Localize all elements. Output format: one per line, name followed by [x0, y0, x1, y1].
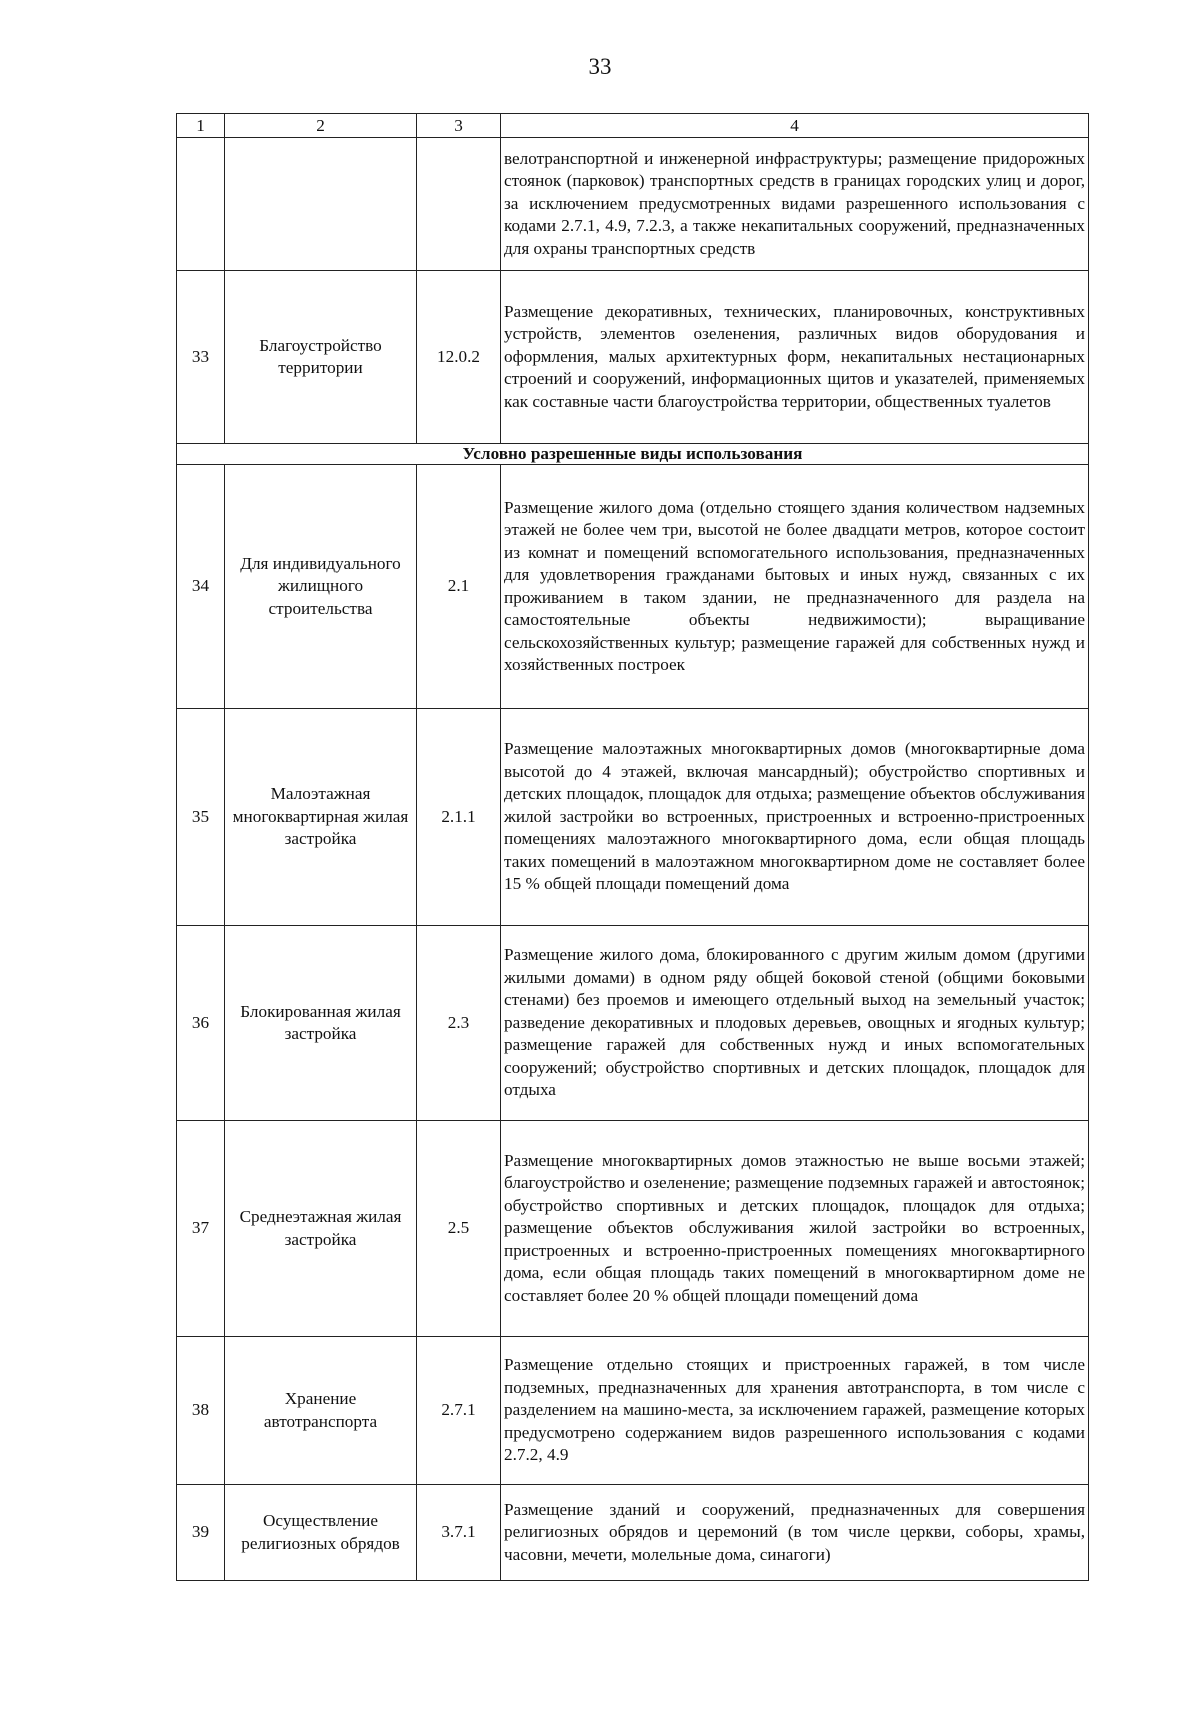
row-code-cell: 2.1.1	[417, 709, 501, 926]
row-number-cell: 37	[177, 1121, 225, 1337]
table-row-continuation	[177, 138, 1089, 271]
row-description-cell: велотранспортной и инженерной инфраструктуры; размещение придорожных стоянок (парковок) транспортных средств в границах городских улиц и дорог, за исключением предусмотренных видами разрешенного использования с кодами 2.7.1, 4.9, 7.2.3, а также некапитальных сооружений, предназначенных для охраны транспортных средств	[501, 138, 1089, 271]
row-number-cell: 33	[177, 271, 225, 444]
table-row	[177, 1337, 1089, 1485]
page-number: 33	[588, 54, 612, 79]
section-title: Условно разрешенные виды использования	[177, 444, 1089, 465]
table-header-row	[177, 114, 1089, 138]
table-row	[177, 709, 1089, 926]
row-name-cell: Среднеэтажная жилая застройка	[225, 1121, 417, 1337]
row-name-cell	[225, 138, 417, 271]
table-row	[177, 271, 1089, 444]
row-name-cell: Блокированная жилая застройка	[225, 926, 417, 1121]
table-row	[177, 1121, 1089, 1337]
row-name-cell: Благоустройство территории	[225, 271, 417, 444]
row-code-cell: 2.5	[417, 1121, 501, 1337]
row-code-cell: 2.3	[417, 926, 501, 1121]
row-description-cell: Размещение отдельно стоящих и пристроенных гаражей, в том числе подземных, предназначенных для хранения автотранспорта, в том числе с разделением на машино-места, за исключением гаражей, размещение которых предусмотрено содержанием видов разрешенного использования с кодами 2.7.2, 4.9	[501, 1337, 1089, 1485]
row-number-cell	[177, 138, 225, 271]
row-code-cell: 2.7.1	[417, 1337, 501, 1485]
header-cell: 1	[177, 114, 225, 138]
row-description-cell: Размещение зданий и сооружений, предназначенных для совершения религиозных обрядов и церемоний (в том числе церкви, соборы, храмы, часовни, мечети, молельные дома, синагоги)	[501, 1485, 1089, 1581]
header-cell: 2	[225, 114, 417, 138]
section-header-row	[177, 444, 1089, 465]
row-name-cell: Хранение автотранспорта	[225, 1337, 417, 1485]
row-description-cell: Размещение малоэтажных многоквартирных домов (многоквартирные дома высотой до 4 этажей, включая мансардный); обустройство спортивных и детских площадок, площадок для отдыха; размещение объектов обслуживания жилой застройки во встроенных, пристроенных и встроенно-пристроенных помещениях малоэтажного многоквартирного дома, если общая площадь таких помещений в малоэтажном многоквартирном доме не составляет более 15 % общей площади помещений дома	[501, 709, 1089, 926]
row-description-cell: Размещение жилого дома, блокированного с другим жилым домом (другими жилыми домами) в одном ряду общей боковой стеной (общими боковыми стенами) без проемов и имеющего отдельный выход на земельный участок; разведение декоративных и плодовых деревьев, овощных и ягодных культур; размещение гаражей для собственных нужд и иных вспомогательных сооружений; обустройство спортивных и детских площадок, площадок для отдыха	[501, 926, 1089, 1121]
row-code-cell: 12.0.2	[417, 271, 501, 444]
row-code-cell: 3.7.1	[417, 1485, 501, 1581]
row-number-cell: 34	[177, 465, 225, 709]
header-cell: 3	[417, 114, 501, 138]
row-description-cell: Размещение декоративных, технических, планировочных, конструктивных устройств, элементов озеленения, различных видов оборудования и оформления, малых архитектурных форм, некапитальных нестационарных строений и сооружений, информационных щитов и указателей, применяемых как составные части благоустройства территории, общественных туалетов	[501, 271, 1089, 444]
row-number-cell: 36	[177, 926, 225, 1121]
header-cell: 4	[501, 114, 1089, 138]
row-number-cell: 35	[177, 709, 225, 926]
table-row	[177, 926, 1089, 1121]
row-code-cell: 2.1	[417, 465, 501, 709]
table-row	[177, 465, 1089, 709]
row-code-cell	[417, 138, 501, 271]
row-name-cell: Для индивидуального жилищного строительства	[225, 465, 417, 709]
row-name-cell: Малоэтажная многоквартирная жилая застройка	[225, 709, 417, 926]
land-use-table	[176, 113, 1089, 1581]
row-number-cell: 38	[177, 1337, 225, 1485]
row-description-cell: Размещение жилого дома (отдельно стоящего здания количеством надземных этажей не более чем три, высотой не более двадцати метров, которое состоит из комнат и помещений вспомогательного использования, предназначенных для удовлетворения гражданами бытовых и иных нужд, связанных с их проживанием в таком здании, не предназначенного для раздела на самостоятельные объекты недвижимости); выращивание сельскохозяйственных культур; размещение гаражей для собственных нужд и хозяйственных построек	[501, 465, 1089, 709]
row-description-cell: Размещение многоквартирных домов этажностью не выше восьми этажей; благоустройство и озеленение; размещение подземных гаражей и автостоянок; обустройство спортивных и детских площадок, площадок для отдыха; размещение объектов обслуживания жилой застройки во встроенных, пристроенных и встроенно-пристроенных помещениях многоквартирного дома, если общая площадь таких помещений в многоквартирном доме не составляет более 20 % общей площади помещений дома	[501, 1121, 1089, 1337]
row-name-cell: Осуществление религиозных обрядов	[225, 1485, 417, 1581]
table-row	[177, 1485, 1089, 1581]
row-number-cell: 39	[177, 1485, 225, 1581]
